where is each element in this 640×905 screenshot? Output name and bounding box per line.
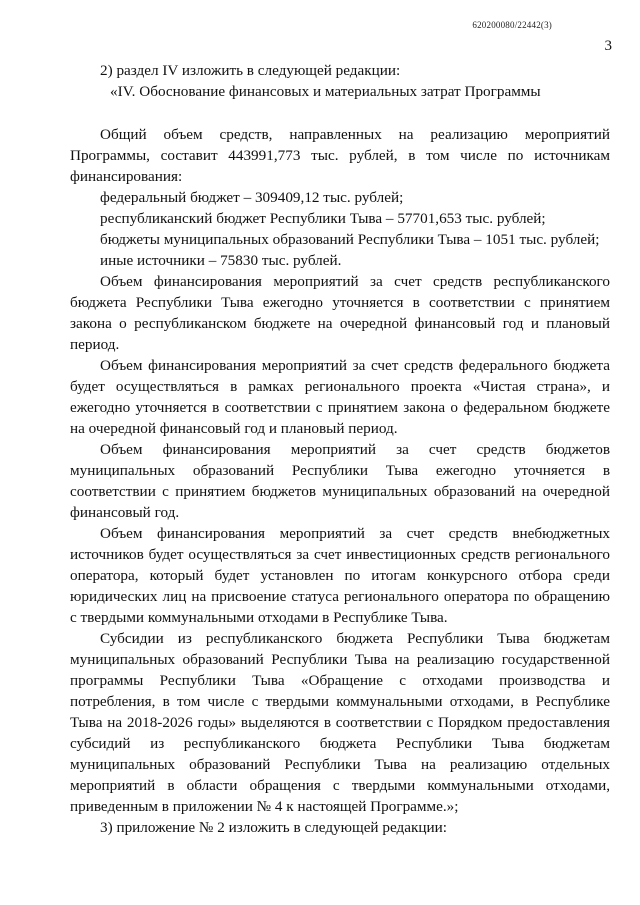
spacer [70,102,610,124]
funding-source-federal: федеральный бюджет – 309409,12 тыс. рублей; [100,189,404,206]
page-number: 3 [604,38,612,54]
funding-source-republican: республиканский бюджет Республики Тыва – 57701,653 тыс. рублей; [100,210,546,227]
paragraph-extrabudgetary: Объем финансирования мероприятий за счет средств внебюджетных источников будет осуществляться за счет инвестиционных средств регионального оператора, который будет установлен по итогам конкурсного отбора среди юридических лиц на присвоение статуса регионального оператора по обращению с твердыми коммунальными отходами в Республике Тыва. [70,525,610,626]
section-2-intro: 2) раздел IV изложить в следующей редакции: [100,62,401,79]
section-3-intro: 3) приложение № 2 изложить в следующей редакции: [100,819,447,836]
funding-source-other: иные источники – 75830 тыс. рублей. [100,252,342,269]
paragraph-subsidies: Субсидии из республиканского бюджета Республики Тыва бюджетам муниципальных образований Республики Тыва на реализацию государственной программы Республики Тыва «Обращение с отходами производства и потребления, в том числе с твердыми коммунальными отходами, в Республике Тыва на 2018-2026 годы» выделяются в соответствии с Порядком предоставления субсидий из республиканского бюджета Республики Тыва бюджетам муниципальных образований Республики Тыва на реализацию отдельных мероприятий в области обращения с твердыми коммунальными отходами, приведенным в приложении № 4 к настоящей Программе.»; [70,630,610,815]
funding-total-paragraph: Общий объем средств, направленных на реализацию мероприятий Программы, составит 443991,773 тыс. рублей, в том числе по источникам финансирования: [70,126,610,185]
paragraph-republican-budget: Объем финансирования мероприятий за счет средств республиканского бюджета Республики Тыва ежегодно уточняется в соответствии с принятием закона о республиканском бюджете на очередной финансовый год и плановый период. [70,273,610,353]
funding-source-municipal: бюджеты муниципальных образований Республики Тыва – 1051 тыс. рублей; [100,231,600,248]
paragraph-municipal-budget: Объем финансирования мероприятий за счет средств бюджетов муниципальных образований Республики Тыва ежегодно уточняется в соответствии с принятием бюджетов муниципальных образований на очередной финансовый год. [70,441,610,521]
paragraph-federal-budget: Объем финансирования мероприятий за счет средств федерального бюджета будет осуществляться в рамках регионального проекта «Чистая страна», и ежегодно уточняется в соответствии с принятием закона о федеральном бюджете на очередной финансовый год и плановый период. [70,357,610,437]
document-code: 620200080/22442(3) [472,20,552,30]
document-body [70,60,610,838]
section-iv-heading: «IV. Обоснование финансовых и материальных затрат Программы [110,83,541,100]
